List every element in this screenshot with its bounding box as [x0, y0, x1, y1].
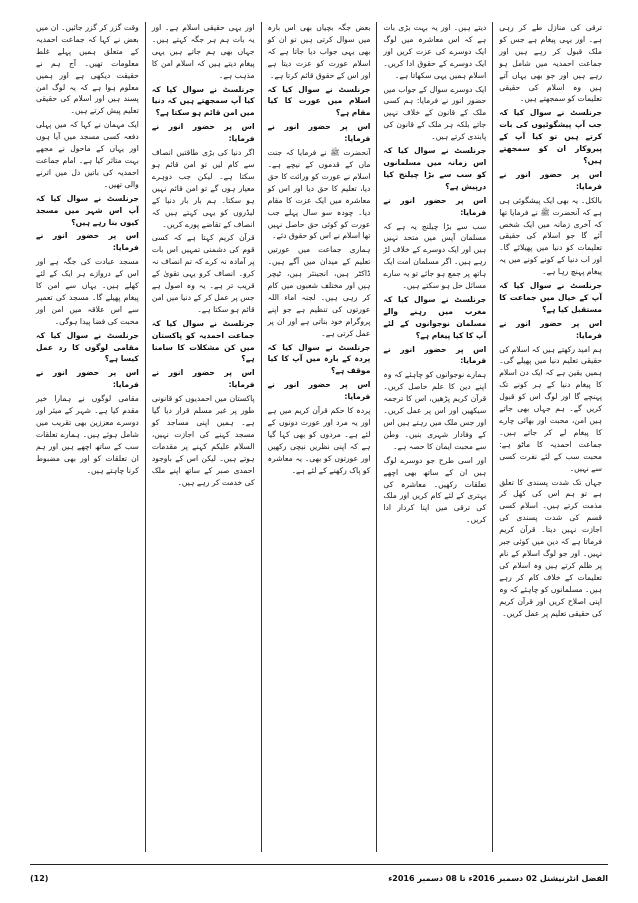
interview-question: جرنلسٹ نے سوال کیا کہ اسلام میں عورت کا کیا مقام ہے؟ — [267, 84, 371, 118]
answer-heading: اس پر حضور انور نے فرمایا: — [383, 195, 487, 217]
body-paragraph: سب سے بڑا چیلنج یہ ہے کہ مسلمان آپس میں متحد نہیں ہیں اور ایک دوسرے کے خلاف لڑ رہے ہیں۔ اگر مسلمان امت ایک ہاتھ پر جمع ہو جائے تو یہ سارے مسائل حل ہو سکتے ہیں۔ — [383, 221, 487, 291]
answer-heading: اس پر حضور انور نے فرمایا: — [267, 380, 371, 402]
body-paragraph: مقامی لوگوں نے ہمارا خیر مقدم کیا ہے۔ شہر کے میئر اور دوسرے معززین بھی تقریب میں شامل ہوئے ہیں۔ ہمارے تعلقات سب کے ساتھ اچھے ہیں اور ہم ان تعلقات کو اور بھی مضبوط کرنا چاہتے ہیں۔ — [36, 394, 139, 475]
body-paragraph: اور یہی حقیقی اسلام ہے۔ اور یہ بات ہم ہر جگہ کہتے ہیں۔ جہاں بھی ہم جاتے ہیں یہی پیغام دیتے ہیں کہ اسلام امن کا مذہب ہے۔ — [151, 23, 255, 80]
interview-question: جرنلسٹ نے سوال کیا کہ آپ اس شہر میں مسجد کیوں بنا رہے ہیں؟ — [36, 193, 139, 227]
body-paragraph: بالکل۔ یہ بھی ایک پیشگوئی ہی ہے کہ آنحضرت ﷺ نے فرمایا تھا کہ آخری زمانہ میں ایک شخص آئے گا جو اسلام کی حقیقی تعلیمات کو دنیا میں پھیلائے گا۔ اور اب دنیا کے کونے کونے میں یہ پیغام پہنچ رہا ہے۔ — [499, 195, 602, 277]
body-paragraph: جہاں تک شدت پسندی کا تعلق ہے تو ہم اس کی کھل کر مذمت کرتے ہیں۔ اسلام کسی قسم کی شدت پسندی کی اجازت نہیں دیتا۔ قرآن کریم فرماتا ہے کہ دین میں کوئی جبر نہیں۔ اور جو لوگ اسلام کے نام پر ظلم کرتے ہیں وہ اسلام کی تعلیمات کے خلاف کام کر رہے ہیں۔ مسلمانوں کو چاہئے کہ وہ اپنی اصلاح کریں اور قرآن کریم کی حقیقی تعلیم پر عمل کریں۔ — [499, 477, 602, 618]
body-paragraph: وقت گزر کر گزر جائیں۔ ان میں بعض نے کہا کہ جماعت احمدیہ کے متعلق ہمیں پہلے غلط معلومات تھیں۔ آج ہم نے حقیقت دیکھی ہے اور ہمیں معلوم ہوا ہے کہ یہ لوگ امن پسند ہیں اور اسلام کی حقیقی تعلیم پیش کرتے ہیں۔ — [36, 23, 139, 116]
interview-question: جرنلسٹ نے سوال کیا کہ کیا آپ سمجھتے ہیں کہ دنیا میں امن قائم ہو سکتا ہے؟ — [151, 84, 255, 118]
column-1 — [493, 22, 608, 852]
answer-heading: اس پر حضور انور نے فرمایا: — [151, 368, 255, 390]
masthead-date: الفضل انٹرنیشنل 02 دسمبر 2016ء تا 08 دسمبر 2016ء — [388, 873, 608, 883]
body-paragraph: آنحضرت ﷺ نے فرمایا کہ جنت ماں کے قدموں کے نیچے ہے۔ اسلام نے عورت کو وراثت کا حق دیا، تعلیم کا حق دیا اور اس کو معاشرہ میں ایک عزت کا مقام دیا۔ چودہ سو سال پہلے جب عورت کو کوئی حق حاصل نہیں تھا اسلام نے اس کو حقوق دئے۔ — [267, 148, 371, 241]
body-paragraph: ترقی کی منازل طے کر رہی ہے۔ اور یہی پیغام ہے جس کو ملک قبول کر رہے ہیں اور جماعت احمدیہ میں شامل ہو رہے ہیں اور جو بھی یہاں آتے ہیں وہ اسلام کی حقیقی تعلیمات کو سمجھتے ہیں۔ — [499, 23, 602, 104]
column-4 — [146, 22, 262, 852]
body-paragraph: مسجد عبادت کی جگہ ہے اور اس کے دروازے ہر ایک کے لئے کھلے ہیں۔ یہاں سے امن کا پیغام پھیلے گا۔ مسجد کی تعمیر سے اس علاقہ میں امن اور محبت کی فضا پیدا ہوگی۔ — [36, 257, 139, 326]
body-paragraph: ہماری جماعت میں عورتیں تعلیم کے میدان میں آگے ہیں۔ ڈاکٹر ہیں، انجینئر ہیں، ٹیچر ہیں اور مختلف شعبوں میں کام کر رہی ہیں۔ لجنہ اماء اللہ عورتوں کی تنظیم ہے جو اپنے پروگرام خود بناتی ہے اور ان پر عمل کرتی ہے۔ — [267, 245, 371, 338]
interview-question: جرنلسٹ نے سوال کیا کہ اس زمانہ میں مسلمانوں کو سب سے بڑا چیلنج کیا درپیش ہے؟ — [383, 146, 487, 191]
interview-question: جرنلسٹ نے سوال کیا کہ آپ کے خیال میں جماعت کا مستقبل کیا ہے؟ — [499, 281, 602, 314]
answer-heading: اس پر حضور انور نے فرمایا: — [383, 344, 487, 366]
answer-heading: اس پر حضور انور نے فرمایا: — [499, 318, 602, 340]
body-paragraph: ایک مہمان نے کہا کہ میں پہلی دفعہ کسی مسجد میں آیا ہوں اور یہاں کے ماحول نے مجھے بہت متاثر کیا ہے۔ امام جماعت احمدیہ کی باتیں دل میں اترنے والی تھیں۔ — [36, 120, 139, 189]
column-5 — [30, 22, 146, 852]
answer-heading: اس پر حضور انور نے فرمایا: — [151, 122, 255, 144]
body-paragraph: دیتے ہیں۔ اور یہ بہت بڑی بات ہے کہ اس معاشرہ میں لوگ ایک دوسرے کی عزت کریں اور ایک دوسرے کے حقوق ادا کریں۔ اسلام ہمیں یہی سکھاتا ہے۔ — [383, 23, 487, 80]
answer-heading: اس پر حضور انور نے فرمایا: — [267, 122, 371, 144]
interview-question: جرنلسٹ نے سوال کیا کہ جب آپ پیشگوئیوں کی بات کرتے ہیں تو کیا آپ کے پیروکار ان کو سمجھتے ہیں؟ — [499, 108, 602, 165]
interview-question: جرنلسٹ نے سوال کیا کہ پردہ کے بارہ میں آپ کا کیا موقف ہے؟ — [267, 342, 371, 376]
body-paragraph: اگر دنیا کی بڑی طاقتیں انصاف سے کام لیں تو امن قائم ہو سکتا ہے۔ لیکن جب دوہرے معیار ہوں گے تو امن قائم نہیں ہو سکتا۔ ہم بار بار دنیا کے لیڈروں کو یہی کہتے ہیں کہ انصاف کے تقاضے پورے کریں۔ — [151, 148, 255, 229]
interview-question: جرنلسٹ نے سوال کیا کہ مغرب میں رہنے والے مسلمان نوجوانوں کے لئے آپ کا کیا پیغام ہے؟ — [383, 294, 487, 340]
body-paragraph: اور اسی طرح جو دوسرے لوگ ہیں ان کے ساتھ بھی اچھے تعلقات رکھیں۔ معاشرہ کی بہتری کے لئے کام کریں اور ملک کی ترقی میں اپنا کردار ادا کریں۔ — [383, 455, 487, 525]
body-paragraph: ہمارے نوجوانوں کو چاہئے کہ وہ اپنے دین کا علم حاصل کریں۔ قرآن کریم پڑھیں، اس کا ترجمہ سیکھیں اور اس پر عمل کریں۔ اور جس ملک میں رہتے ہیں اس کے وفادار شہری بنیں۔ وطن سے محبت ایمان کا حصہ ہے۔ — [383, 370, 487, 451]
answer-heading: اس پر حضور انور نے فرمایا: — [36, 231, 139, 253]
body-paragraph: پاکستان میں احمدیوں کو قانونی طور پر غیر مسلم قرار دیا گیا ہے۔ ہمیں اپنی مساجد کو مسجد کہنے کی اجازت نہیں، السلام علیکم کہنے پر مقدمات ہوتے ہیں۔ لیکن اس کے باوجود احمدی صبر کے ساتھ اپنے ملک کی خدمت کر رہے ہیں۔ — [151, 394, 255, 487]
page-number: (12) — [30, 873, 49, 883]
body-paragraph: ایک دوسرے سوال کے جواب میں حضور انور نے فرمایا: ہم کسی ملک کے قانون کے خلاف نہیں جاتے بلکہ ہر ملک کے قانون کی پابندی کرتے ہیں۔ — [383, 84, 487, 142]
page-footer — [30, 864, 608, 887]
article-columns — [30, 22, 608, 852]
body-paragraph: قرآن کریم کہتا ہے کہ کسی قوم کی دشمنی تمہیں اس بات پر آمادہ نہ کرے کہ تم انصاف نہ کرو۔ انصاف کرو یہی تقویٰ کے قریب تر ہے۔ یہ وہ اصول ہے جس پر عمل کر کے دنیا میں امن قائم ہو سکتا ہے۔ — [151, 233, 255, 314]
body-paragraph: بعض جگہ بچیاں بھی اس بارہ میں سوال کرتی ہیں تو ان کو بھی یہی جواب دیا جاتا ہے کہ اسلام عورت کو عزت دیتا ہے اور اس کے حقوق قائم کرتا ہے۔ — [267, 23, 371, 80]
answer-heading: اس پر حضور انور نے فرمایا: — [36, 368, 139, 390]
interview-question: جرنلسٹ نے سوال کیا کہ جماعت احمدیہ کو پاکستان میں کن مشکلات کا سامنا ہے؟ — [151, 318, 255, 364]
body-paragraph: ہم امید رکھتے ہیں کہ اسلام کی حقیقی تعلیم دنیا میں پھیلے گی۔ ہمیں یقین ہے کہ ایک دن اسلام کا پیغام دنیا کے ہر کونے تک پہنچے گا اور لوگ اس کو قبول کریں گے۔ ہم جہاں بھی جاتے ہیں امن، محبت اور بھائی چارے کا پیغام لے کر جاتے ہیں۔ جماعت احمدیہ کا ماٹو ہے: محبت سب کے لئے نفرت کسی سے نہیں۔ — [499, 344, 602, 473]
body-paragraph: پردہ کا حکم قرآن کریم میں ہے اور یہ مرد اور عورت دونوں کے لئے ہے۔ مردوں کو بھی کہا گیا ہے کہ اپنی نظریں نیچی رکھیں اور عورتوں کو بھی۔ یہ معاشرہ کو پاک رکھنے کے لئے ہے۔ — [267, 406, 371, 475]
interview-question: جرنلسٹ نے سوال کیا کہ مقامی لوگوں کا رد عمل کیسا ہے؟ — [36, 330, 139, 364]
answer-heading: اس پر حضور انور نے فرمایا: — [499, 169, 602, 191]
column-3 — [262, 22, 378, 852]
column-2 — [377, 22, 493, 852]
